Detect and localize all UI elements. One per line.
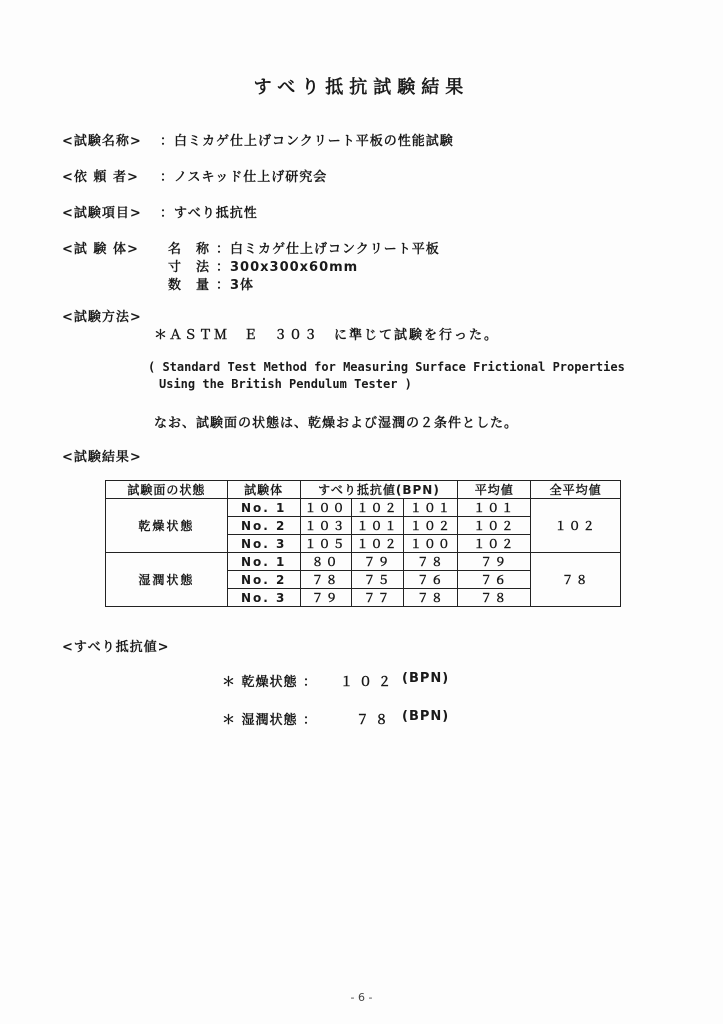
value-cell: １０５ <box>300 535 351 553</box>
header-bpn: すべり抵抗値(BPN) <box>300 481 458 499</box>
page-number: - 6 - <box>350 991 373 1004</box>
value-cell: ８０ <box>300 553 351 571</box>
client-label: <依 頼 者> <box>62 170 139 185</box>
summary-dry-prefix: ＊ 乾燥状態 ： <box>222 675 318 690</box>
test-item-label: <試験項目> <box>62 206 142 221</box>
specimen-cell: No. 1 <box>227 553 300 571</box>
value-cell: １０２ <box>404 517 458 535</box>
value-cell: ７８ <box>404 553 458 571</box>
summary-wet-value: ７８ <box>356 713 395 728</box>
value-cell: ７８ <box>404 589 458 607</box>
header-overall-average: 全平均値 <box>531 481 621 499</box>
table-header-row <box>106 481 621 499</box>
test-name-label: <試験名称> <box>62 134 142 149</box>
summary-label: <すべり抵抗値> <box>62 640 170 655</box>
specimen-qty-label: 数 量 <box>168 278 211 293</box>
specimen-size-label: 寸 法 <box>168 260 211 275</box>
value-cell: ７９ <box>351 553 404 571</box>
average-cell: １０１ <box>458 499 531 517</box>
specimen-name-value: ：白ミカゲ仕上げコンクリート平板 <box>216 242 440 257</box>
value-cell: ７５ <box>351 571 404 589</box>
value-cell: １０１ <box>404 499 458 517</box>
specimen-cell: No. 2 <box>227 517 300 535</box>
value-cell: １０２ <box>351 535 404 553</box>
test-item-value: ：すべり抵抗性 <box>160 206 258 221</box>
document-title: すべり抵抗試験結果 <box>253 77 470 98</box>
specimen-cell: No. 3 <box>227 589 300 607</box>
specimen-name-label: 名 称 <box>168 242 211 257</box>
summary-dry-unit: (BPN) <box>402 671 450 686</box>
value-cell: １００ <box>300 499 351 517</box>
summary-wet-prefix: ＊ 湿潤状態 ： <box>222 713 318 728</box>
specimen-size-value: ：300x300x60mm <box>216 260 359 275</box>
specimen-qty-value: ：3体 <box>216 278 255 293</box>
method-standard: ＊ＡＳＴＭ Ｅ ３０３ に準じて試験を行った。 <box>154 328 500 343</box>
value-cell: ７６ <box>404 571 458 589</box>
average-cell: １０２ <box>458 535 531 553</box>
results-table <box>105 480 621 607</box>
value-cell: ７８ <box>300 571 351 589</box>
results-label: <試験結果> <box>62 450 142 465</box>
method-english-line2: Using the British Pendulum Tester ) <box>159 377 412 391</box>
summary-dry-value: １０２ <box>340 675 398 690</box>
specimen-label: <試 験 体> <box>62 242 139 257</box>
test-name-value: ：白ミカゲ仕上げコンクリート平板の性能試験 <box>160 134 454 149</box>
condition-cell: 湿潤状態 <box>106 553 228 607</box>
table-row <box>106 553 621 571</box>
specimen-cell: No. 3 <box>227 535 300 553</box>
specimen-cell: No. 2 <box>227 571 300 589</box>
specimen-cell: No. 1 <box>227 499 300 517</box>
header-average: 平均値 <box>458 481 531 499</box>
value-cell: １０２ <box>351 499 404 517</box>
table-row <box>106 499 621 517</box>
value-cell: ７９ <box>300 589 351 607</box>
header-specimen: 試験体 <box>227 481 300 499</box>
overall-average-cell: １０２ <box>531 499 621 553</box>
client-value: ：ノスキッド仕上げ研究会 <box>160 170 328 185</box>
average-cell: ７９ <box>458 553 531 571</box>
method-note: なお、試験面の状態は、乾燥および湿潤の２条件とした。 <box>154 416 519 431</box>
summary-wet-unit: (BPN) <box>402 709 450 724</box>
header-condition: 試験面の状態 <box>106 481 228 499</box>
overall-average-cell: ７８ <box>531 553 621 607</box>
method-label: <試験方法> <box>62 310 142 325</box>
average-cell: ７６ <box>458 571 531 589</box>
average-cell: １０２ <box>458 517 531 535</box>
value-cell: １０１ <box>351 517 404 535</box>
value-cell: １００ <box>404 535 458 553</box>
method-english-line1: ( Standard Test Method for Measuring Surface Frictional Properties <box>148 360 625 374</box>
condition-cell: 乾燥状態 <box>106 499 228 553</box>
value-cell: ７７ <box>351 589 404 607</box>
average-cell: ７８ <box>458 589 531 607</box>
value-cell: １０３ <box>300 517 351 535</box>
